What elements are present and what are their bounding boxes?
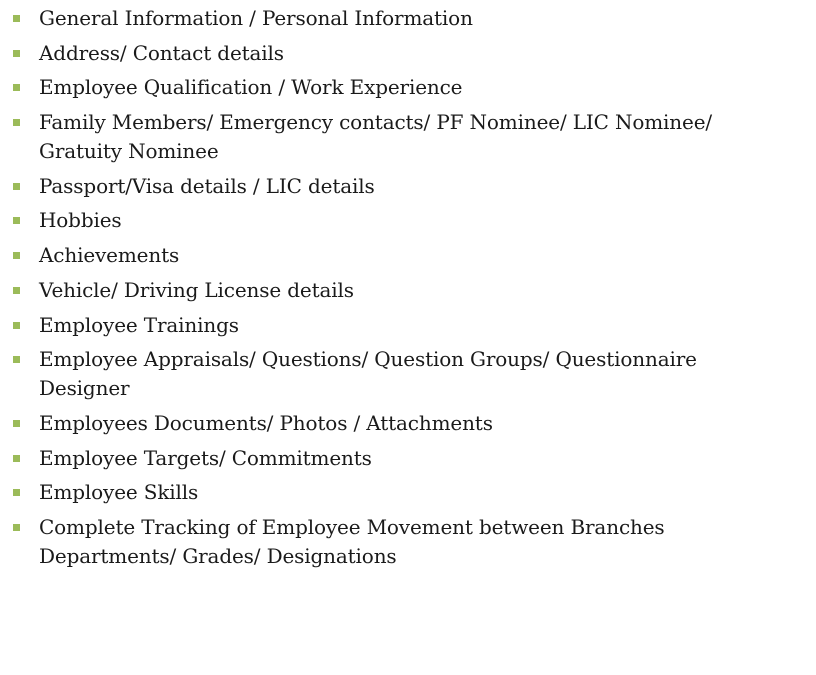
list-item-text: Employees Documents/ Photos / Attachments xyxy=(39,410,493,435)
feature-list xyxy=(0,4,816,577)
list-item-text: Vehicle/ Driving License details xyxy=(39,277,354,302)
list-item xyxy=(0,206,816,235)
list-item-text: Employee Trainings xyxy=(39,312,239,337)
square-bullet-icon xyxy=(13,524,20,531)
list-item xyxy=(0,39,816,68)
square-bullet-icon xyxy=(13,183,20,190)
list-item xyxy=(0,345,816,403)
list-item-text: Hobbies xyxy=(39,208,122,233)
square-bullet-icon xyxy=(13,489,20,496)
list-item xyxy=(0,409,816,438)
list-item-text: Passport/Visa details / LIC details xyxy=(39,173,375,198)
list-item-text: Employee Targets/ Commitments xyxy=(39,445,372,470)
list-item xyxy=(0,172,816,201)
list-item xyxy=(0,4,816,33)
list-item-text: Address/ Contact details xyxy=(39,40,284,65)
square-bullet-icon xyxy=(13,50,20,57)
list-item-text: Achievements xyxy=(39,243,180,268)
list-item xyxy=(0,444,816,473)
list-item xyxy=(0,73,816,102)
list-item xyxy=(0,311,816,340)
list-item-text: Employee Skills xyxy=(39,480,199,505)
list-item-text: Complete Tracking of Employee Movement between Branches Departments/ Grades/ Designations xyxy=(39,514,665,568)
square-bullet-icon xyxy=(13,84,20,91)
square-bullet-icon xyxy=(13,252,20,259)
list-item xyxy=(0,241,816,270)
square-bullet-icon xyxy=(13,356,20,363)
square-bullet-icon xyxy=(13,322,20,329)
square-bullet-icon xyxy=(13,455,20,462)
square-bullet-icon xyxy=(13,287,20,294)
list-item xyxy=(0,276,816,305)
list-item-text: Employee Appraisals/ Questions/ Question Groups/ Questionnaire Designer xyxy=(39,347,697,401)
list-item xyxy=(0,108,816,166)
square-bullet-icon xyxy=(13,119,20,126)
list-item-text: General Information / Personal Information xyxy=(39,6,473,30)
list-item-text: Employee Qualification / Work Experience xyxy=(39,75,463,100)
square-bullet-icon xyxy=(13,420,20,427)
square-bullet-icon xyxy=(13,15,20,22)
list-item xyxy=(0,513,816,571)
list-item xyxy=(0,478,816,507)
list-item-text: Family Members/ Emergency contacts/ PF Nominee/ LIC Nominee/ Gratuity Nominee xyxy=(39,110,712,164)
square-bullet-icon xyxy=(13,217,20,224)
